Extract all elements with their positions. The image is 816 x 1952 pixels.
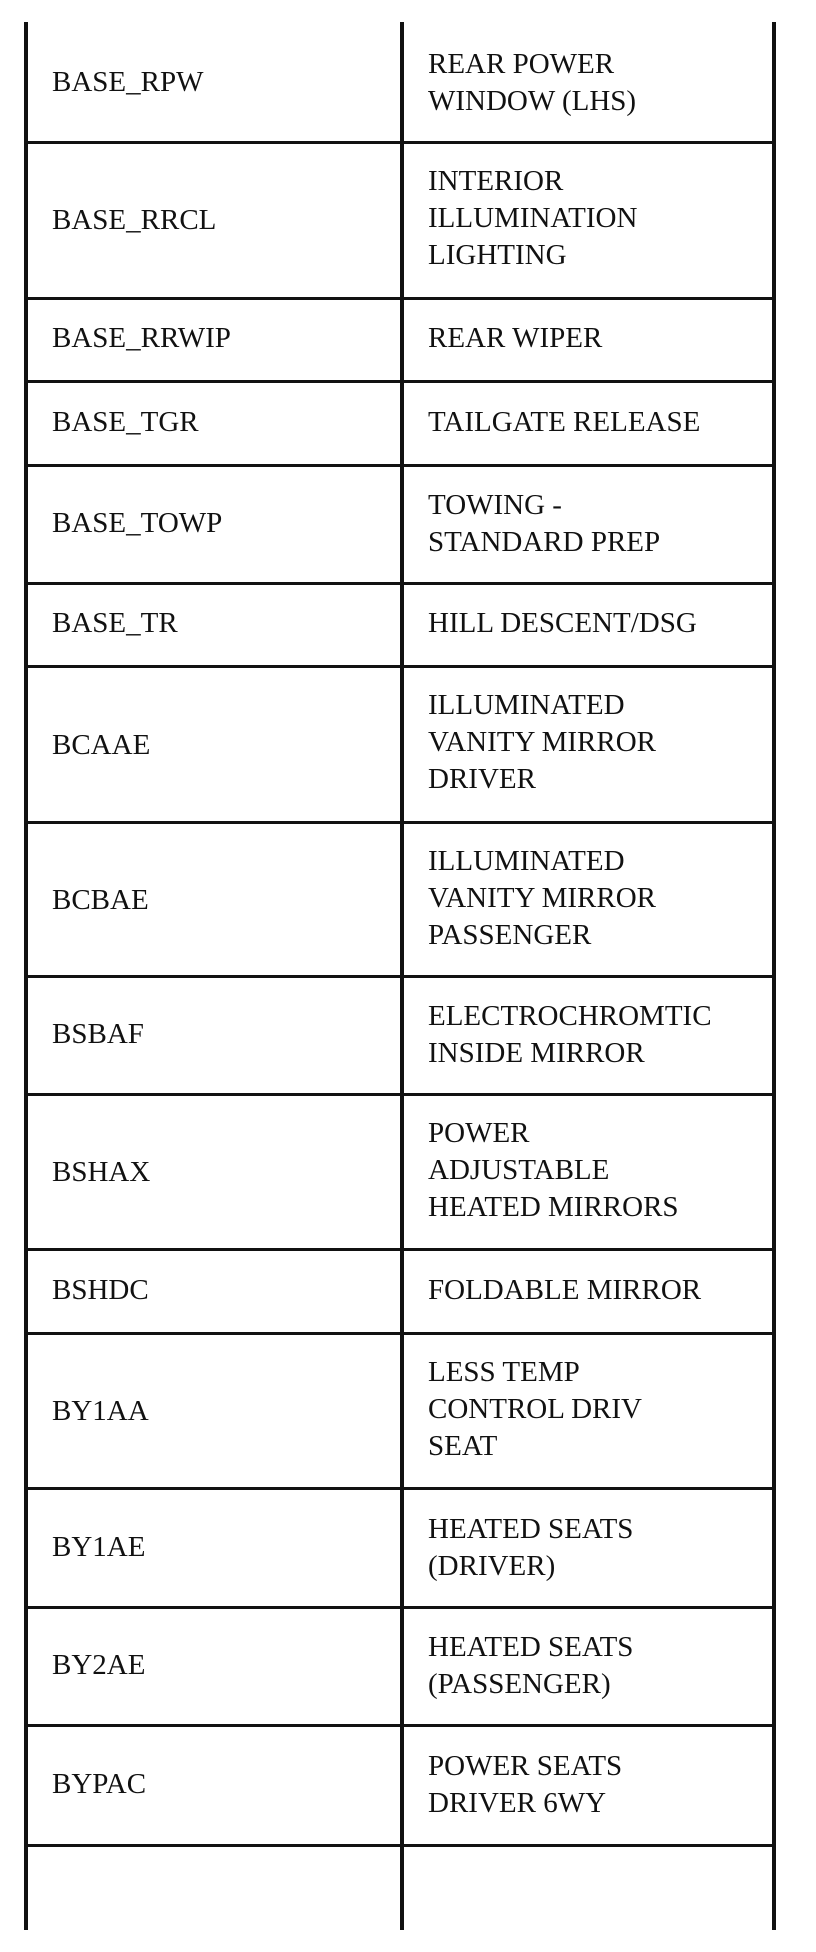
feature-description-cell: HEATED SEATS (PASSENGER) [428, 1631, 634, 1700]
feature-code-cell: BSBAF [52, 1018, 144, 1050]
feature-description-cell: LESS TEMP CONTROL DRIV SEAT [428, 1356, 643, 1462]
feature-description-cell: ILLUMINATED VANITY MIRROR PASSENGER [428, 845, 656, 951]
feature-code-cell: BASE_RRWIP [52, 322, 231, 354]
feature-description-cell: TAILGATE RELEASE [428, 406, 701, 438]
feature-code-cell: BCBAE [52, 884, 149, 916]
feature-code-cell: BY1AE [52, 1531, 146, 1563]
feature-code-cell: BSHAX [52, 1156, 151, 1188]
feature-code-cell: BY1AA [52, 1395, 149, 1427]
feature-code-cell: BASE_TR [52, 607, 178, 639]
column-divider [400, 22, 404, 1930]
feature-description-cell: ELECTROCHROMTIC INSIDE MIRROR [428, 1000, 712, 1069]
feature-code-cell: BASE_TOWP [52, 507, 223, 539]
feature-code-cell: BYPAC [52, 1768, 147, 1800]
feature-description-cell: POWER SEATS DRIVER 6WY [428, 1750, 623, 1819]
feature-description-cell: FOLDABLE MIRROR [428, 1274, 702, 1306]
feature-description-cell: HILL DESCENT/DSG [428, 607, 697, 639]
feature-description-cell: REAR POWER WINDOW (LHS) [428, 48, 637, 117]
feature-code-cell: BASE_TGR [52, 406, 199, 438]
feature-description-cell: ILLUMINATED VANITY MIRROR DRIVER [428, 689, 656, 795]
feature-description-cell: REAR WIPER [428, 322, 603, 354]
feature-code-cell: BCAAE [52, 729, 151, 761]
feature-description-cell: HEATED SEATS (DRIVER) [428, 1513, 634, 1582]
feature-code-cell: BSHDC [52, 1274, 149, 1306]
feature-code-cell: BY2AE [52, 1649, 146, 1681]
feature-code-cell: BASE_RPW [52, 66, 204, 98]
feature-description-cell: TOWING - STANDARD PREP [428, 489, 661, 558]
feature-description-cell: POWER ADJUSTABLE HEATED MIRRORS [428, 1117, 679, 1223]
feature-description-cell: INTERIOR ILLUMINATION LIGHTING [428, 165, 638, 271]
feature-code-cell: BASE_RRCL [52, 204, 217, 236]
